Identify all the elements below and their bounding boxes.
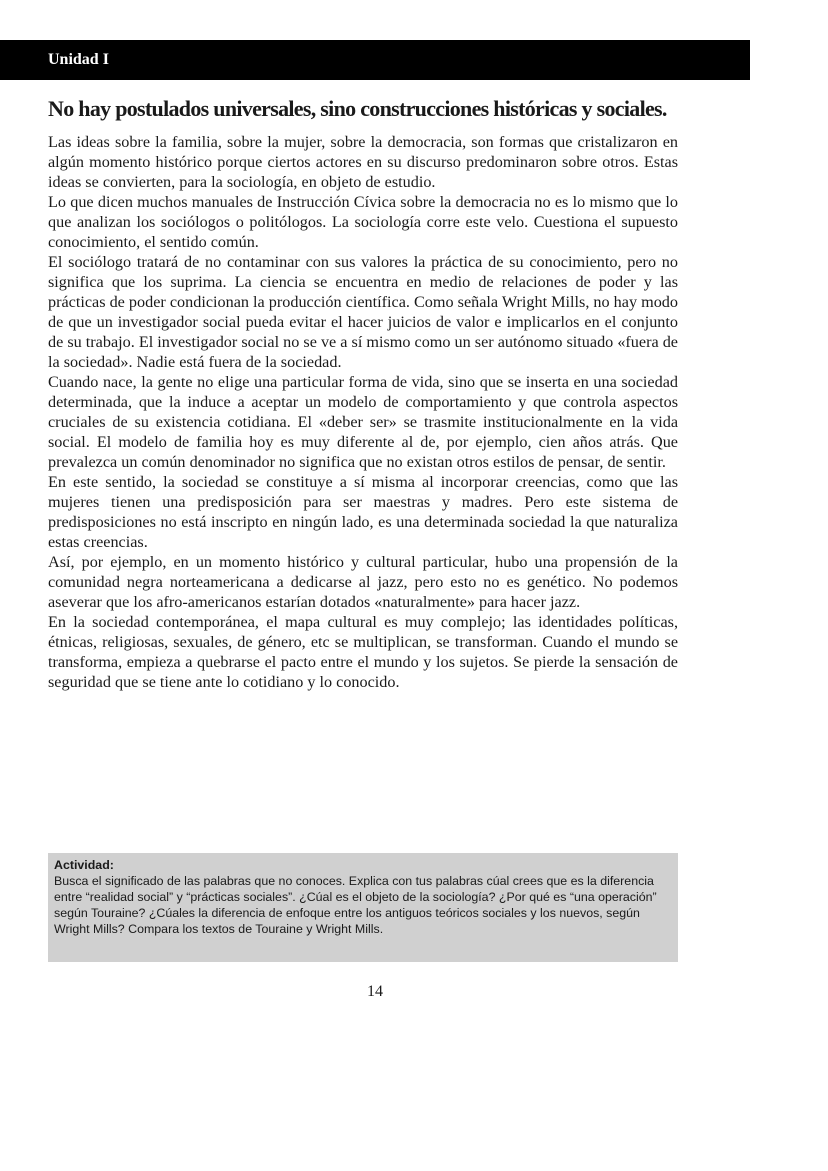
activity-label: Actividad:: [54, 858, 114, 872]
section-title: No hay postulados universales, sino construcciones históricas y sociales.: [48, 96, 667, 121]
activity-text: Busca el significado de las palabras que no conoces. Explica con tus palabras cúal crees que es la diferencia entre “realidad social” y “prácticas sociales”. ¿Cúal es el objeto de la sociología? ¿Por qué es “una operación” según Touraine? ¿Cúales la diferencia de enfoque entre los antiguos teóricos sociales y los nuevos, según Wright Mills? Compara los textos de Touraine y Wright Mills.: [54, 874, 657, 936]
paragraph-4: Cuando nace, la gente no elige una particular forma de vida, sino que se inserta en una sociedad determinada, que la induce a aceptar un modelo de comportamiento y que controla aspectos cruciales de su existencia cotidiana. El «deber ser» se trasmite institucionalmente en la vida social. El modelo de familia hoy es muy diferente al de, por ejemplo, cien años atrás. Que prevalezca un común denominador no significa que no existan otros estilos de pensar, de sentir.: [48, 373, 678, 471]
body-text: [48, 132, 678, 692]
paragraph-1: Las ideas sobre la familia, sobre la mujer, sobre la democracia, son formas que cristalizaron en algún momento histórico porque ciertos actores en su discurso predominaron sobre otros. Estas ideas se convierten, para la sociología, en objeto de estudio.: [48, 133, 678, 191]
paragraph-2: Lo que dicen muchos manuales de Instrucción Cívica sobre la democracia no es lo mismo que lo que analizan los sociólogos o politólogos. La sociología corre este velo. Cuestiona el supuesto conocimiento, el sentido común.: [48, 193, 678, 251]
paragraph-3: El sociólogo tratará de no contaminar con sus valores la práctica de su conocimiento, pero no significa que los suprima. La ciencia se encuentra en medio de relaciones de poder y las prácticas de poder condicionan la producción científica. Como señala Wright Mills, no hay modo de que un investigador social pueda evitar el hacer juicios de valor e implicarlos en el conjunto de su trabajo. El investigador social no se ve a sí mismo como un ser autónomo situado «fuera de la sociedad». Nadie está fuera de la sociedad.: [48, 253, 678, 371]
page-number: 14: [367, 983, 383, 1000]
paragraph-5: En este sentido, la sociedad se constituye a sí misma al incorporar creencias, como que las mujeres tienen una predisposición para ser maestras y madres. Pero este sistema de predisposiciones no está inscripto en ningún lado, es una determinada sociedad la que naturaliza estas creencias.: [48, 473, 678, 551]
paragraph-6: Así, por ejemplo, en un momento histórico y cultural particular, hubo una propensión de la comunidad negra norteamericana a dedicarse al jazz, pero esto no es genético. No podemos aseverar que los afro-americanos estarían dotados «naturalmente» para hacer jazz.: [48, 553, 678, 611]
paragraph-7: En la sociedad contemporánea, el mapa cultural es muy complejo; las identidades políticas, étnicas, religiosas, sexuales, de género, etc se multiplican, se transforman. Cuando el mundo se transforma, empieza a quebrarse el pacto entre el mundo y los sujetos. Se pierde la sensación de seguridad que se tiene ante lo cotidiano y lo conocido.: [48, 613, 678, 691]
unit-label: Unidad I: [48, 51, 109, 68]
unit-header-bar: [0, 40, 750, 80]
activity-box: [48, 853, 678, 962]
